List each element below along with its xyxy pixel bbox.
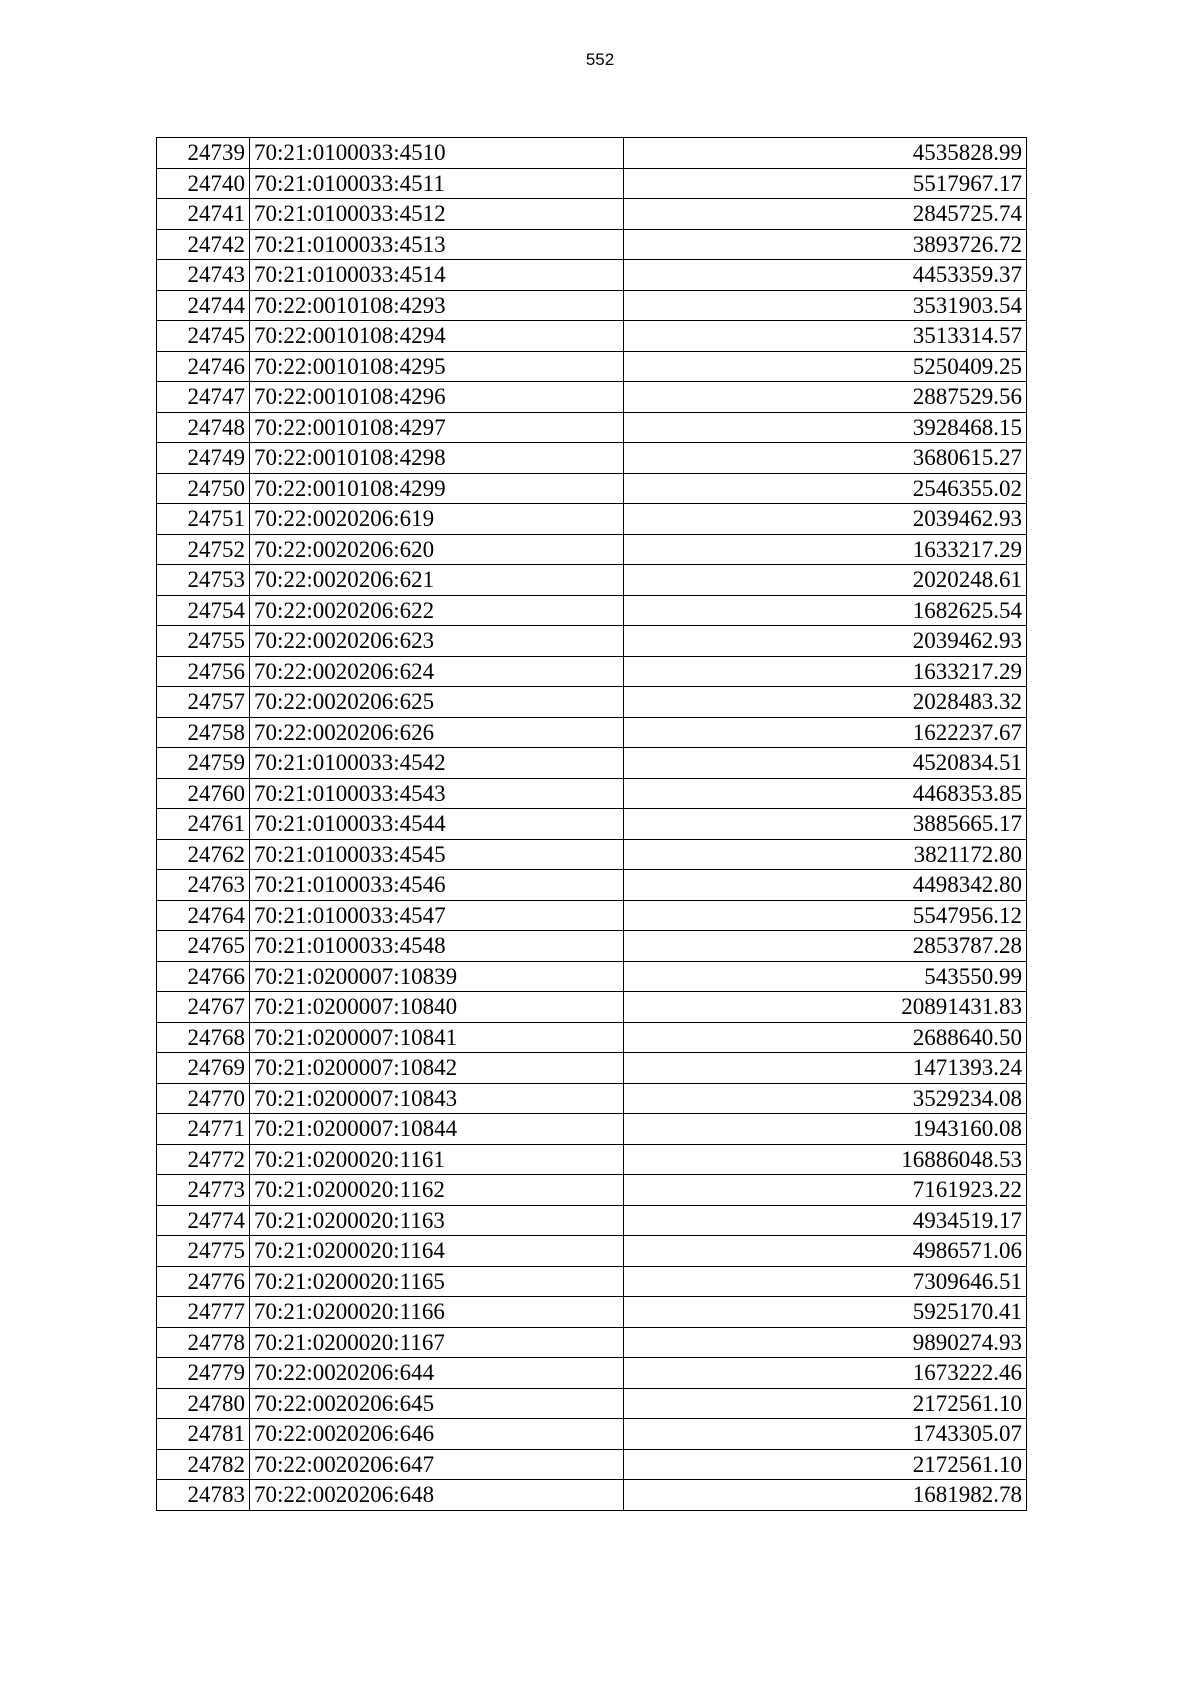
value-cell: 3928468.15 <box>624 412 1027 443</box>
cadastral-number-cell: 70:21:0100033:4542 <box>250 748 624 779</box>
cadastral-number-cell: 70:21:0200007:10839 <box>250 961 624 992</box>
cadastral-number-cell: 70:22:0020206:623 <box>250 626 624 657</box>
row-number-cell: 24777 <box>157 1297 250 1328</box>
row-number-cell: 24783 <box>157 1480 250 1511</box>
table-row <box>157 290 1027 321</box>
cadastral-number-cell: 70:22:0020206:626 <box>250 717 624 748</box>
cadastral-number-cell: 70:22:0010108:4297 <box>250 412 624 443</box>
row-number-cell: 24749 <box>157 443 250 474</box>
row-number-cell: 24775 <box>157 1236 250 1267</box>
table-row <box>157 1419 1027 1450</box>
value-cell: 3885665.17 <box>624 809 1027 840</box>
cadastral-number-cell: 70:22:0010108:4294 <box>250 321 624 352</box>
cadastral-number-cell: 70:22:0010108:4296 <box>250 382 624 413</box>
table-row <box>157 504 1027 535</box>
table-row <box>157 1297 1027 1328</box>
row-number-cell: 24760 <box>157 778 250 809</box>
cadastral-number-cell: 70:22:0020206:646 <box>250 1419 624 1450</box>
row-number-cell: 24774 <box>157 1205 250 1236</box>
row-number-cell: 24739 <box>157 138 250 169</box>
table-row <box>157 1327 1027 1358</box>
table-row <box>157 656 1027 687</box>
row-number-cell: 24771 <box>157 1114 250 1145</box>
row-number-cell: 24751 <box>157 504 250 535</box>
table-row <box>157 168 1027 199</box>
value-cell: 3680615.27 <box>624 443 1027 474</box>
value-cell: 5547956.12 <box>624 900 1027 931</box>
cadastral-number-cell: 70:21:0100033:4511 <box>250 168 624 199</box>
value-cell: 5517967.17 <box>624 168 1027 199</box>
table-row <box>157 687 1027 718</box>
row-number-cell: 24746 <box>157 351 250 382</box>
table-row <box>157 839 1027 870</box>
row-number-cell: 24745 <box>157 321 250 352</box>
row-number-cell: 24763 <box>157 870 250 901</box>
cadastral-number-cell: 70:21:0200020:1164 <box>250 1236 624 1267</box>
cadastral-number-cell: 70:21:0200007:10843 <box>250 1083 624 1114</box>
cadastral-number-cell: 70:22:0020206:624 <box>250 656 624 687</box>
row-number-cell: 24759 <box>157 748 250 779</box>
table-row <box>157 1449 1027 1480</box>
value-cell: 1633217.29 <box>624 656 1027 687</box>
cadastral-number-cell: 70:21:0100033:4514 <box>250 260 624 291</box>
cadastral-number-cell: 70:22:0020206:645 <box>250 1388 624 1419</box>
row-number-cell: 24744 <box>157 290 250 321</box>
table-row <box>157 961 1027 992</box>
value-cell: 9890274.93 <box>624 1327 1027 1358</box>
table-row <box>157 565 1027 596</box>
row-number-cell: 24742 <box>157 229 250 260</box>
value-cell: 3513314.57 <box>624 321 1027 352</box>
value-cell: 2887529.56 <box>624 382 1027 413</box>
table-row <box>157 473 1027 504</box>
value-cell: 1622237.67 <box>624 717 1027 748</box>
row-number-cell: 24740 <box>157 168 250 199</box>
value-cell: 3531903.54 <box>624 290 1027 321</box>
row-number-cell: 24764 <box>157 900 250 931</box>
table-row <box>157 1053 1027 1084</box>
cadastral-number-cell: 70:21:0200020:1163 <box>250 1205 624 1236</box>
table-row <box>157 1236 1027 1267</box>
cadastral-number-cell: 70:21:0100033:4544 <box>250 809 624 840</box>
value-cell: 3893726.72 <box>624 229 1027 260</box>
table-row <box>157 321 1027 352</box>
table-row <box>157 138 1027 169</box>
table-row <box>157 229 1027 260</box>
value-cell: 2172561.10 <box>624 1449 1027 1480</box>
registry-table <box>156 137 1027 1511</box>
table-row <box>157 1175 1027 1206</box>
row-number-cell: 24756 <box>157 656 250 687</box>
table-row <box>157 900 1027 931</box>
value-cell: 2039462.93 <box>624 504 1027 535</box>
value-cell: 4986571.06 <box>624 1236 1027 1267</box>
row-number-cell: 24750 <box>157 473 250 504</box>
cadastral-number-cell: 70:22:0020206:644 <box>250 1358 624 1389</box>
row-number-cell: 24781 <box>157 1419 250 1450</box>
value-cell: 16886048.53 <box>624 1144 1027 1175</box>
table-row <box>157 1388 1027 1419</box>
table-row <box>157 1022 1027 1053</box>
row-number-cell: 24761 <box>157 809 250 840</box>
value-cell: 2853787.28 <box>624 931 1027 962</box>
cadastral-number-cell: 70:21:0100033:4513 <box>250 229 624 260</box>
value-cell: 1743305.07 <box>624 1419 1027 1450</box>
row-number-cell: 24752 <box>157 534 250 565</box>
cadastral-number-cell: 70:21:0200020:1167 <box>250 1327 624 1358</box>
value-cell: 4468353.85 <box>624 778 1027 809</box>
cadastral-number-cell: 70:22:0010108:4293 <box>250 290 624 321</box>
table-row <box>157 1205 1027 1236</box>
cadastral-number-cell: 70:22:0020206:647 <box>250 1449 624 1480</box>
cadastral-number-cell: 70:21:0100033:4510 <box>250 138 624 169</box>
cadastral-number-cell: 70:21:0100033:4545 <box>250 839 624 870</box>
table-row <box>157 534 1027 565</box>
row-number-cell: 24773 <box>157 1175 250 1206</box>
row-number-cell: 24754 <box>157 595 250 626</box>
cadastral-number-cell: 70:21:0100033:4547 <box>250 900 624 931</box>
registry-table-body <box>157 138 1027 1511</box>
cadastral-number-cell: 70:22:0020206:625 <box>250 687 624 718</box>
value-cell: 5925170.41 <box>624 1297 1027 1328</box>
table-row <box>157 778 1027 809</box>
value-cell: 2845725.74 <box>624 199 1027 230</box>
value-cell: 4535828.99 <box>624 138 1027 169</box>
row-number-cell: 24767 <box>157 992 250 1023</box>
table-row <box>157 748 1027 779</box>
value-cell: 20891431.83 <box>624 992 1027 1023</box>
row-number-cell: 24743 <box>157 260 250 291</box>
value-cell: 2039462.93 <box>624 626 1027 657</box>
table-row <box>157 1144 1027 1175</box>
row-number-cell: 24741 <box>157 199 250 230</box>
value-cell: 1673222.46 <box>624 1358 1027 1389</box>
table-row <box>157 809 1027 840</box>
row-number-cell: 24768 <box>157 1022 250 1053</box>
cadastral-number-cell: 70:21:0200007:10841 <box>250 1022 624 1053</box>
cadastral-number-cell: 70:21:0100033:4546 <box>250 870 624 901</box>
value-cell: 2028483.32 <box>624 687 1027 718</box>
value-cell: 4934519.17 <box>624 1205 1027 1236</box>
table-row <box>157 626 1027 657</box>
value-cell: 1471393.24 <box>624 1053 1027 1084</box>
table-row <box>157 595 1027 626</box>
value-cell: 7161923.22 <box>624 1175 1027 1206</box>
cadastral-number-cell: 70:21:0200007:10844 <box>250 1114 624 1145</box>
value-cell: 2546355.02 <box>624 473 1027 504</box>
cadastral-number-cell: 70:21:0200007:10840 <box>250 992 624 1023</box>
table-row <box>157 382 1027 413</box>
cadastral-number-cell: 70:22:0010108:4295 <box>250 351 624 382</box>
table-row <box>157 412 1027 443</box>
cadastral-number-cell: 70:21:0100033:4543 <box>250 778 624 809</box>
cadastral-number-cell: 70:22:0020206:648 <box>250 1480 624 1511</box>
value-cell: 3529234.08 <box>624 1083 1027 1114</box>
value-cell: 2020248.61 <box>624 565 1027 596</box>
value-cell: 1682625.54 <box>624 595 1027 626</box>
table-row <box>157 717 1027 748</box>
value-cell: 543550.99 <box>624 961 1027 992</box>
row-number-cell: 24748 <box>157 412 250 443</box>
cadastral-number-cell: 70:21:0200007:10842 <box>250 1053 624 1084</box>
value-cell: 1633217.29 <box>624 534 1027 565</box>
row-number-cell: 24779 <box>157 1358 250 1389</box>
row-number-cell: 24782 <box>157 1449 250 1480</box>
value-cell: 4453359.37 <box>624 260 1027 291</box>
table-row <box>157 443 1027 474</box>
row-number-cell: 24753 <box>157 565 250 596</box>
cadastral-number-cell: 70:21:0200020:1166 <box>250 1297 624 1328</box>
row-number-cell: 24757 <box>157 687 250 718</box>
row-number-cell: 24769 <box>157 1053 250 1084</box>
table-row <box>157 1114 1027 1145</box>
row-number-cell: 24780 <box>157 1388 250 1419</box>
value-cell: 4520834.51 <box>624 748 1027 779</box>
row-number-cell: 24770 <box>157 1083 250 1114</box>
row-number-cell: 24766 <box>157 961 250 992</box>
row-number-cell: 24747 <box>157 382 250 413</box>
cadastral-number-cell: 70:22:0020206:622 <box>250 595 624 626</box>
value-cell: 7309646.51 <box>624 1266 1027 1297</box>
table-row <box>157 260 1027 291</box>
table-row <box>157 1358 1027 1389</box>
table-row <box>157 931 1027 962</box>
row-number-cell: 24765 <box>157 931 250 962</box>
cadastral-number-cell: 70:22:0020206:621 <box>250 565 624 596</box>
page-number: 552 <box>585 50 615 69</box>
row-number-cell: 24776 <box>157 1266 250 1297</box>
row-number-cell: 24758 <box>157 717 250 748</box>
table-row <box>157 351 1027 382</box>
cadastral-number-cell: 70:22:0010108:4298 <box>250 443 624 474</box>
cadastral-number-cell: 70:21:0200020:1162 <box>250 1175 624 1206</box>
value-cell: 5250409.25 <box>624 351 1027 382</box>
cadastral-number-cell: 70:22:0020206:620 <box>250 534 624 565</box>
value-cell: 2172561.10 <box>624 1388 1027 1419</box>
value-cell: 4498342.80 <box>624 870 1027 901</box>
cadastral-number-cell: 70:21:0100033:4512 <box>250 199 624 230</box>
table-row <box>157 870 1027 901</box>
cadastral-number-cell: 70:21:0200020:1165 <box>250 1266 624 1297</box>
row-number-cell: 24778 <box>157 1327 250 1358</box>
table-row <box>157 992 1027 1023</box>
table-row <box>157 1083 1027 1114</box>
value-cell: 3821172.80 <box>624 839 1027 870</box>
value-cell: 2688640.50 <box>624 1022 1027 1053</box>
row-number-cell: 24755 <box>157 626 250 657</box>
value-cell: 1943160.08 <box>624 1114 1027 1145</box>
value-cell: 1681982.78 <box>624 1480 1027 1511</box>
cadastral-number-cell: 70:22:0020206:619 <box>250 504 624 535</box>
table-row <box>157 1480 1027 1511</box>
cadastral-number-cell: 70:21:0200020:1161 <box>250 1144 624 1175</box>
row-number-cell: 24772 <box>157 1144 250 1175</box>
row-number-cell: 24762 <box>157 839 250 870</box>
table-row <box>157 199 1027 230</box>
cadastral-number-cell: 70:22:0010108:4299 <box>250 473 624 504</box>
cadastral-number-cell: 70:21:0100033:4548 <box>250 931 624 962</box>
table-row <box>157 1266 1027 1297</box>
